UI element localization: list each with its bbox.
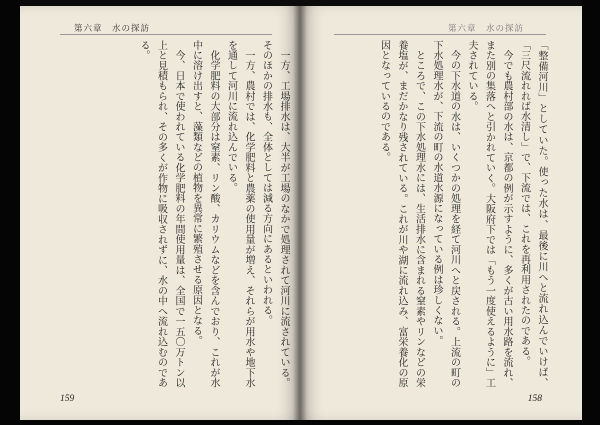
left-page-number: 159 bbox=[60, 394, 75, 404]
right-header-rule bbox=[334, 34, 546, 35]
right-page-number: 158 bbox=[527, 394, 542, 404]
paragraph: 今、日本で使われている化学肥料の年間使用量は、全国で一五〇万トン以上と見積もられ、その多くが作物に吸収されずに、水の中へ流れ込むのである。 bbox=[138, 40, 184, 388]
left-page bbox=[20, 6, 300, 420]
paragraph: 一方、工場排水は、大半が工場のなかで処理されて河川に流されている。そのほかの排水も、全体としては減る方向にあるといわれる。 bbox=[260, 40, 289, 388]
right-running-header: 第六章 水の探訪 bbox=[447, 24, 524, 34]
scan-border-bottom bbox=[0, 420, 600, 425]
left-body-text bbox=[60, 40, 292, 388]
paragraph: ところで、この下水処理水には、生活排水に含まれる窒素やリンなどの栄養塩が、まだかなり残されている。これが川や湖に流れ込み、富栄養化の原因となっているのである。 bbox=[378, 40, 425, 388]
right-body-text bbox=[330, 40, 550, 388]
paragraph: 今でも農村部の水は、京都の例が示すように、多くが古い用水路を流れ、また別の集落へと引かれていく。大阪府下では「もう一度使えるように」工夫されている。 bbox=[466, 40, 512, 388]
left-running-header: 第六章 水の探訪 bbox=[74, 24, 151, 34]
paragraph: 化学肥料の大部分は窒素、リン酸、カリウムなどを含んでおり、これが水中に溶け出すと、藻類などの植物を異常に繁殖させる原因となる。 bbox=[190, 40, 219, 388]
paragraph: 今の下水道の水は、いくつかの処理を経て河川へと戻される。上流の町の下水処理水が、下流の町の水道水源になっている例は珍しくない。 bbox=[431, 40, 460, 388]
scan-border-right bbox=[582, 0, 600, 425]
paragraph: 「整備河川」としていた。使った水は、最後に川へと流れ込んでいけば、「三尺流れれば水清し」で、下流では、これを再利用されたのである。 bbox=[518, 40, 547, 388]
right-page bbox=[300, 6, 582, 420]
scan-border-left bbox=[0, 0, 20, 425]
left-header-rule bbox=[60, 34, 272, 35]
paragraph: 一方、農村では、化学肥料と農薬の使用量が増え、それらが用水や地下水を通して河川に流れ込んでいる。 bbox=[225, 40, 254, 388]
book-gutter bbox=[293, 6, 307, 420]
